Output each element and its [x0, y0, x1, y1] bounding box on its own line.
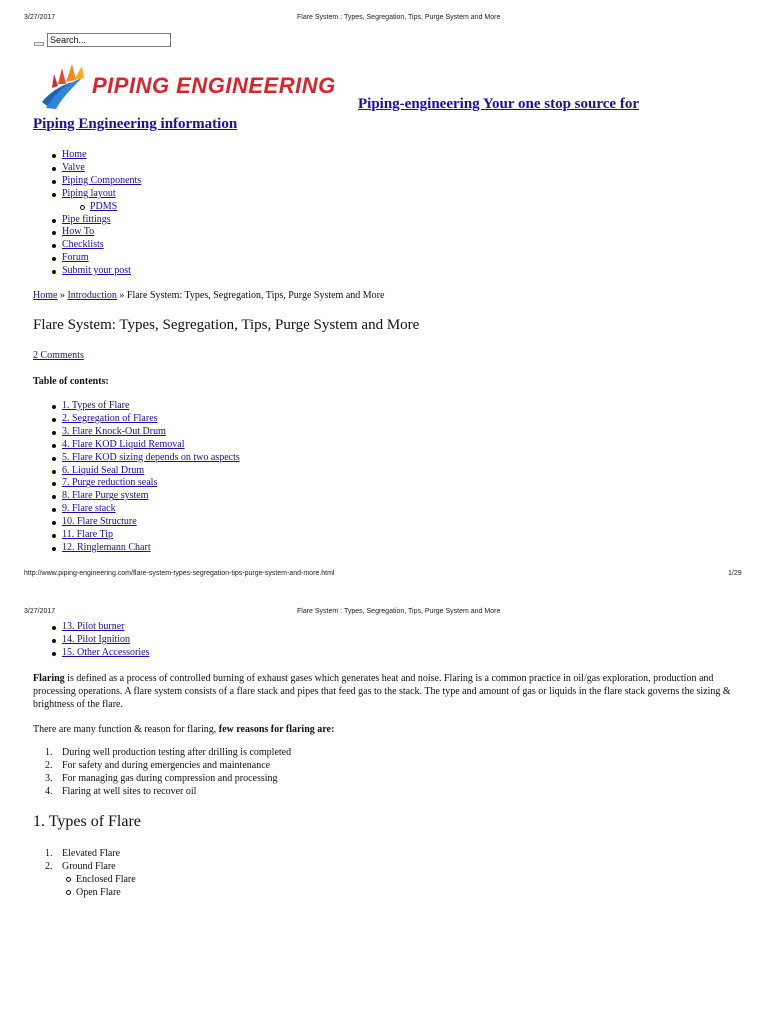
list-item: Enclosed Flare — [62, 873, 136, 886]
ground-flare-sublist — [62, 873, 136, 899]
toc-item[interactable]: 1. Types of Flare — [48, 400, 240, 413]
toc-item[interactable]: 13. Pilot burner — [48, 621, 149, 634]
breadcrumb-separator: » — [59, 290, 65, 301]
intro-paragraph: Flaring is defined as a process of controlled burning of exhaust gases which generates heat and noise. Flaring is a common practice in oil/gas exploration, production and processing operations. A flare system consists of a flare stack and pipes that feed gas to the stack. The type and amount of gas or liquids in the flare stack governs the sizing & brightness of the flare. — [33, 673, 731, 710]
breadcrumb-current: Flare System: Types, Segregation, Tips, Purge System and More — [126, 290, 385, 301]
logo-text[interactable]: PIPING ENGINEERING — [92, 73, 336, 98]
nav-item-checklists[interactable]: Checklists — [48, 239, 141, 252]
toc-item[interactable]: 14. Pilot Ignition — [48, 634, 149, 647]
flare-types-list — [45, 847, 136, 899]
nav-item-piping-layout[interactable]: Piping layout — [48, 188, 141, 201]
page-number: 1/29 — [728, 570, 742, 577]
list-item: 2. For safety and during emergencies and maintenance — [45, 760, 271, 771]
site-tagline-line2[interactable]: Piping Engineering information — [33, 116, 238, 132]
print-title: Flare System : Types, Segregation, Tips, Purge System and More — [297, 14, 501, 21]
nav-item-home[interactable]: Home — [48, 149, 141, 162]
nav-item-forum[interactable]: Forum — [48, 252, 141, 265]
search-button[interactable] — [34, 42, 44, 46]
main-nav — [48, 149, 141, 278]
print-url: http://www.piping-engineering.com/flare-system-types-segregation-tips-purge-system-and-more.html — [24, 570, 335, 577]
toc-item[interactable]: 4. Flare KOD Liquid Removal — [48, 439, 240, 452]
nav-item-pipe-fittings[interactable]: Pipe fittings — [48, 214, 141, 227]
table-of-contents-continued — [48, 621, 149, 660]
toc-item[interactable]: 3. Flare Knock-Out Drum — [48, 426, 240, 439]
comments-link[interactable]: 2 Comments — [33, 350, 84, 361]
site-tagline-line1[interactable]: Piping-engineering Your one stop source for — [358, 96, 639, 112]
toc-item[interactable]: 7. Purge reduction seals — [48, 477, 240, 490]
search-input[interactable]: Search... — [47, 33, 171, 47]
toc-item[interactable]: 2. Segregation of Flares — [48, 413, 240, 426]
toc-item[interactable]: 12. Ringlemann Chart — [48, 542, 240, 555]
breadcrumb-separator: » — [119, 290, 125, 301]
list-item: Open Flare — [62, 886, 136, 899]
toc-item[interactable]: 10. Flare Structure — [48, 516, 240, 529]
list-item: 1. Elevated Flare — [45, 848, 121, 859]
breadcrumb-home[interactable]: Home — [33, 290, 58, 301]
toc-item[interactable]: 9. Flare stack — [48, 503, 240, 516]
toc-item[interactable]: 15. Other Accessories — [48, 647, 149, 660]
logo-icon[interactable] — [36, 62, 92, 110]
table-of-contents — [48, 400, 240, 555]
list-item: 4. Flaring at well sites to recover oil — [45, 786, 197, 797]
nav-item-piping-components[interactable]: Piping Components — [48, 175, 141, 188]
breadcrumb-introduction[interactable]: Introduction — [67, 290, 117, 301]
nav-item-valve[interactable]: Valve — [48, 162, 141, 175]
list-item: 2. Ground Flare Enclosed Flare Open Flare — [45, 861, 136, 898]
print-title: Flare System : Types, Segregation, Tips, Purge System and More — [297, 608, 501, 615]
list-item: 1. During well production testing after drilling is completed — [45, 747, 292, 758]
nav-item-submit-post[interactable]: Submit your post — [48, 265, 141, 278]
toc-item[interactable]: 8. Flare Purge system — [48, 490, 240, 503]
reasons-lead: There are many function & reason for flaring, few reasons for flaring are: — [33, 724, 335, 735]
print-date: 3/27/2017 — [24, 14, 56, 21]
breadcrumb — [33, 290, 384, 301]
toc-item[interactable]: 6. Liquid Seal Drum — [48, 465, 240, 478]
reasons-list — [45, 746, 291, 798]
toc-item[interactable]: 5. Flare KOD sizing depends on two aspects — [48, 452, 240, 465]
nav-item-how-to[interactable]: How To — [48, 226, 141, 239]
page-title: Flare System: Types, Segregation, Tips, Purge System and More — [33, 317, 420, 333]
toc-heading: Table of contents: — [33, 376, 109, 387]
print-date: 3/27/2017 — [24, 608, 56, 615]
nav-subitem-pdms[interactable]: PDMS — [48, 201, 141, 214]
toc-item[interactable]: 11. Flare Tip — [48, 529, 240, 542]
list-item: 3. For managing gas during compression and processing — [45, 773, 278, 784]
section-heading: 1. Types of Flare — [33, 813, 141, 830]
